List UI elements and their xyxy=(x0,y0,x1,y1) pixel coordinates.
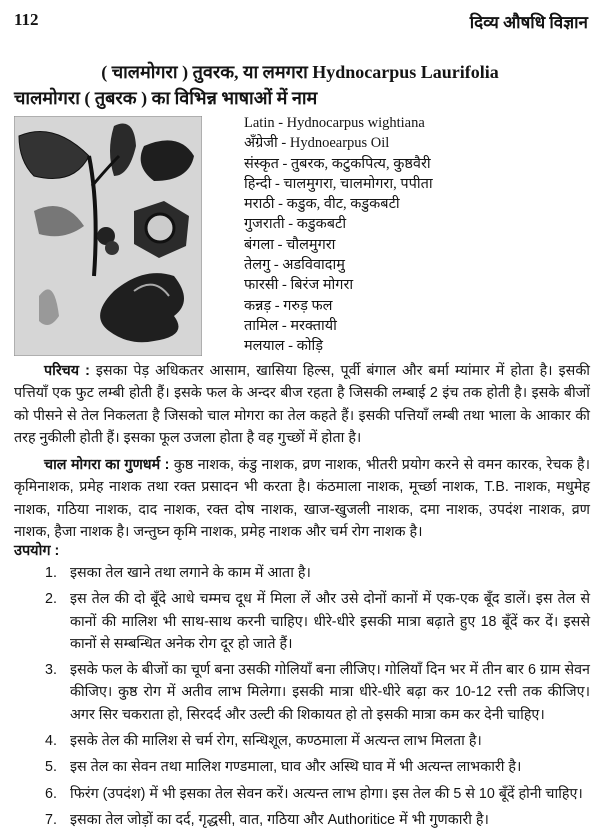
name-marathi: मराठी - कडुक, वीट, कडुकबटी xyxy=(244,196,400,213)
name-sanskrit: संस्कृत - तुबरक, कटुकपित्य, कुष्ठवैरी xyxy=(244,155,431,172)
name-latin: Latin - Hydnocarpus wightiana xyxy=(244,115,425,131)
name-malayalam: मलयाल - कोड़ि xyxy=(244,338,323,355)
name-hindi: हिन्दी - चालमुगरा, चालमोगरा, पपीता xyxy=(244,175,433,192)
name-kannada: कन्नड़ - गरुड़ फल xyxy=(244,297,333,314)
properties-paragraph xyxy=(14,454,590,543)
introduction-text: इसका पेड़ अधिकतर आसाम, खासिया हिल्स, पूर्वी बंगाल और बर्मा म्यांमार में होता है। इसकी पत्तियाँ एक फुट लम्बी होती हैं। इसके फल के अन्दर बीज रहता है जिसकी लम्बाई 2 इंच तक होती है। इसके बीजों को पीसने से तेल निकलता है जिसको चाल मोगरा का तेल कहते हैं। इसकी पत्तियाँ लम्बी तथा भाला के आकार की तरह नुकीली होती हैं। इसका फूल उजला होता है वह गुच्छों में होता है। xyxy=(14,363,590,446)
section-subtitle: चालमोगरा ( तुबरक ) का विभिन्न भाषाओं में नाम xyxy=(14,88,318,108)
name-farsi: फारसी - बिरंज मोगरा xyxy=(244,277,354,294)
vernacular-names-list xyxy=(244,113,433,357)
plant-illustration xyxy=(14,116,202,356)
item-number: 1. xyxy=(45,565,57,581)
list-item xyxy=(0,809,590,831)
running-header-book-title: दिव्य औषधि विज्ञान xyxy=(469,13,588,32)
name-gujarati: गुजराती - कडुकबटी xyxy=(244,216,347,233)
page-number: 112 xyxy=(14,10,39,29)
name-english: अँग्रेजी - Hydnoearpus Oil xyxy=(244,135,390,152)
list-item xyxy=(0,588,590,655)
list-item xyxy=(0,562,590,584)
item-number: 5. xyxy=(45,759,57,776)
list-item xyxy=(0,756,590,778)
name-bangla: बंगला - चौलमुगरा xyxy=(244,236,336,253)
item-number: 6. xyxy=(45,785,57,802)
name-telugu: तेलगु - अडविवादामु xyxy=(244,257,345,274)
item-number: 4. xyxy=(45,733,57,750)
uses-list xyxy=(0,562,600,835)
article-title: ( चालमोगरा ) तुवरक, या लमगरा Hydnocarpus Laurifolia xyxy=(101,62,499,82)
item-text: इसका तेल जोड़ों का दर्द, गृद्धसी, वात, गठिया और Authoritice में भी गुणकारी है। xyxy=(70,811,489,828)
list-item xyxy=(0,783,590,805)
list-item xyxy=(0,730,590,752)
item-text: इसके फल के बीजों का चूर्ण बना उसकी गोलियाँ बना लीजिए। गोलियाँ दिन भर में तीन बार 6 ग्राम सेवन कीजिए। कुष्ठ रोग में अतीव लाभ मिलेगा। इसकी मात्रा धीरे-धीरे बढ़ा कर 10-12 रत्ती तक कीजिए। अगर सिर चकराता हो, सिरदर्द और उल्टी की शिकायत हो तो इसकी मात्रा कम कर देनी चाहिए। xyxy=(70,662,590,723)
item-number: 3. xyxy=(45,662,57,679)
item-text: फिरंग (उपदंश) में भी इसका तेल सेवन करें। अत्यन्त लाभ होगा। इस तेल की 5 से 10 बूँदें होनी चाहिए। xyxy=(70,785,583,802)
item-text: इसके तेल की मालिश से चर्म रोग, सन्धिशूल, कण्ठमाला में अत्यन्त लाभ मिलता है। xyxy=(70,733,482,750)
name-tamil: तामिल - मरक्तायी xyxy=(244,317,337,334)
introduction-paragraph xyxy=(14,360,590,449)
item-number: 7. xyxy=(45,811,57,828)
introduction-label: परिचय : xyxy=(44,363,90,379)
properties-label: चाल मोगरा का गुणधर्म : xyxy=(44,457,170,473)
uses-heading: उपयोग : xyxy=(14,543,60,559)
item-text: इसका तेल खाने तथा लगाने के काम में आता है। xyxy=(70,565,311,581)
properties-text: कुष्ठ नाशक, कंडु नाशक, व्रण नाशक, भीतरी प्रयोग करने से वमन कारक, रेचक है। कृमिनाशक, प्रमेह नाशक तथा रक्त प्रसादन भी करता है। कंठमाला नाशक, मूर्च्छा नाशक, T.B. नाशक, मधुमेह नाशक, गठिया नाशक, दाद नाशक, रक्त दोष नाशक, खाज-खुजली नाशक, दमा नाशक, उपदंश नाशक, व्रण नाशक, हैजा नाशक है। जन्तुघ्न कृमि नाशक, प्रमेह नाशक और चर्म रोग नाशक है। xyxy=(14,457,590,540)
item-text: इस तेल की दो बूँदे आधे चम्मच दूध में मिला लें और उसे दोनों कानों में एक-एक बूँद डालें। इस तेल से कानों की मालिश भी साथ-साथ करनी चाहिए। धीरे-धीरे इसकी मात्रा बढ़ाते हुए 18 बूँदें कर दें। इससे कानों से सम्बन्धित अनेक रोग दूर हो जाते हैं। xyxy=(70,591,590,652)
item-number: 2. xyxy=(45,591,57,608)
item-text: इस तेल का सेवन तथा मालिश गण्डमाला, घाव और अस्थि घाव में भी अत्यन्त लाभकारी है। xyxy=(70,759,522,776)
list-item xyxy=(0,659,590,726)
